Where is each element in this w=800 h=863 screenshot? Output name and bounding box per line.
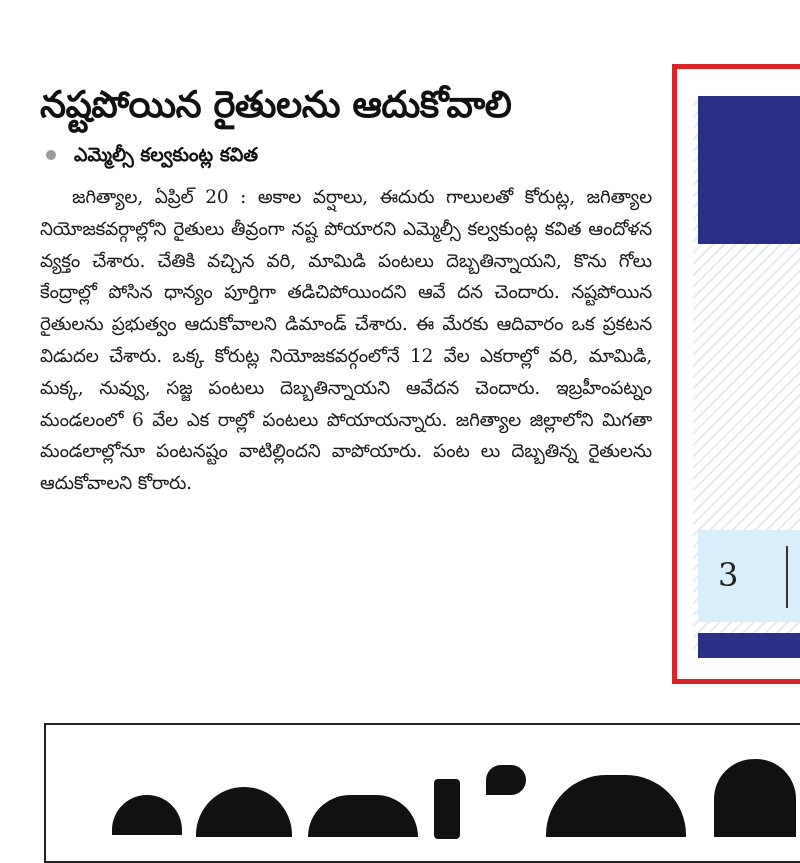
- byline-text: ఎమ్మెల్సీ కల్వకుంట్ల కవిత: [74, 144, 259, 166]
- article-headline: నష్టపోయిన రైతులను ఆదుకోవాలి: [40, 83, 512, 126]
- headline-fragment: [546, 775, 686, 837]
- ad-number: 3: [718, 556, 739, 594]
- next-article-box: [44, 723, 800, 863]
- news-article: [40, 82, 652, 518]
- headline-fragment: [112, 795, 182, 835]
- headline-fragment: [196, 787, 292, 837]
- headline-fragment: [714, 759, 796, 837]
- article-body: జగిత్యాల, ఏప్రిల్ 20 : అకాల వర్షాలు, ఈదురు గాలులతో కోరుట్ల, జగిత్యాల నియోజకవర్గాల్లోని రైతులు తీవ్రంగా నష్ట పోయారని ఎమ్మెల్సీ కల్వకుంట్ల కవిత ఆందోళన వ్యక్తం చేశారు. చేతికి వచ్చిన వరి, మామిడి పంటలు దెబ్బతిన్నాయని, కొను గోలు కేంద్రాల్లో పోసిన ధాన్యం పూర్తిగా తడిచిపోయిందని ఆవే దన చెందారు. నష్టపోయిన రైతులను ప్రభుత్వం ఆదుకోవాలని డిమాండ్ చేశారు. ఈ మేరకు ఆదివారం ఒక ప్రకటన విడుదల చేశారు. ఒక్క కోరుట్ల నియోజకవర్గంలోనే 12 వేల ఎకరాల్లో వరి, మామిడి, మక్క, నువ్వు, సజ్జ పంటలు దెబ్బతిన్నాయని ఆవేదన చెందారు. ఇబ్రహీంపట్నం మండలంలో 6 వేల ఎక రాల్లో పంటలు పోయాయన్నారు. జగిత్యాల జిల్లాలోని మిగతా మండలాల్లోనూ పంటనష్టం వాటిల్లిందని వాపోయారు. పంట లు దెబ్బతిన్న రైతులను ఆదుకోవాలని కోరారు.: [40, 187, 652, 495]
- bullet-icon: [46, 150, 56, 160]
- article-byline: [46, 142, 652, 168]
- ad-border-frame: [672, 64, 800, 684]
- headline-fragment: [486, 765, 526, 795]
- headline-fragment: [308, 795, 418, 837]
- headline-fragment: [434, 779, 460, 839]
